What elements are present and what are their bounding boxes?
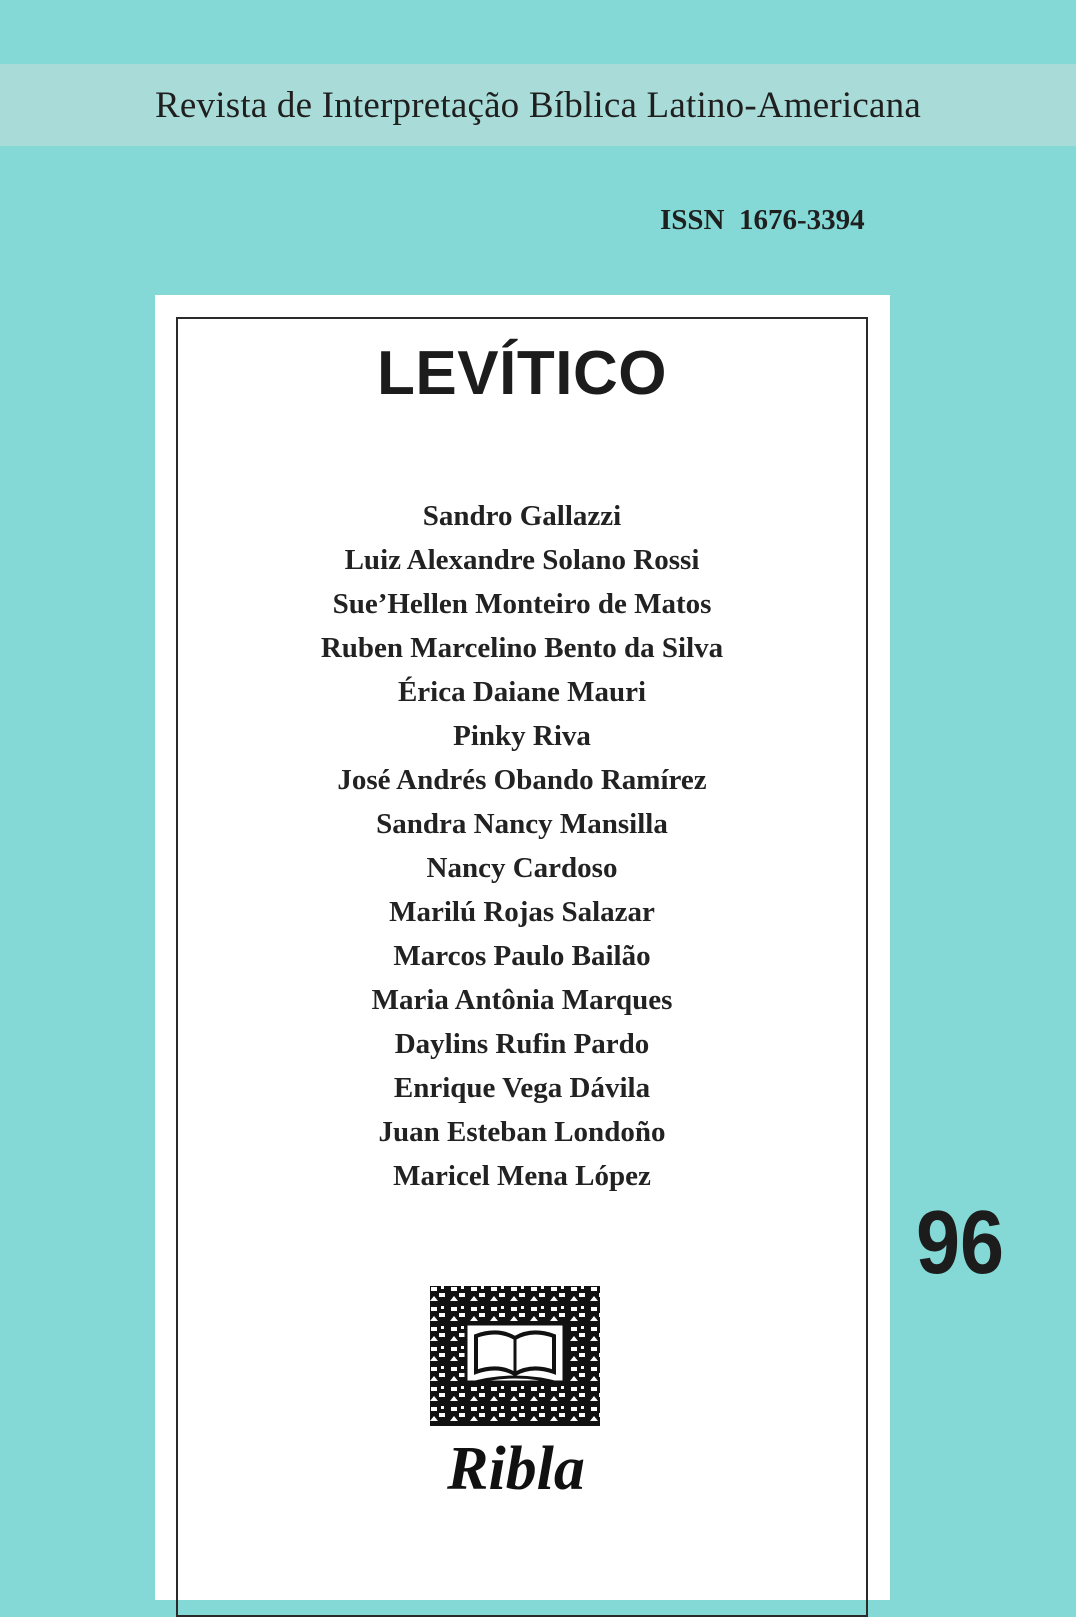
author-name: Nancy Cardoso bbox=[426, 852, 618, 884]
issn-number: ISSN 1676-3394 bbox=[660, 204, 865, 236]
author-name: Maria Antônia Marques bbox=[371, 984, 673, 1016]
author-name: Luiz Alexandre Solano Rossi bbox=[344, 544, 700, 576]
journal-title-band bbox=[0, 64, 1076, 146]
issue-number: 96 bbox=[915, 1193, 1005, 1293]
author-name: Juan Esteban Londoño bbox=[378, 1116, 666, 1148]
author-name: Sandro Gallazzi bbox=[422, 500, 622, 532]
author-name: Pinky Riva bbox=[453, 720, 591, 752]
author-name: Marcos Paulo Bailão bbox=[393, 940, 651, 972]
journal-title: Revista de Interpretação Bíblica Latino-Americana bbox=[155, 84, 921, 126]
author-name: José Andrés Obando Ramírez bbox=[337, 764, 707, 796]
author-name: Marilú Rojas Salazar bbox=[389, 896, 655, 928]
author-name: Daylins Rufin Pardo bbox=[394, 1028, 650, 1060]
author-name: Enrique Vega Dávila bbox=[393, 1072, 651, 1104]
author-name: Sandra Nancy Mansilla bbox=[376, 808, 668, 840]
logo-wordmark: Ribla bbox=[447, 1435, 585, 1503]
author-name: Sue’Hellen Monteiro de Matos bbox=[332, 588, 712, 620]
cover-title: LEVÍTICO bbox=[377, 339, 667, 408]
author-name: Ruben Marcelino Bento da Silva bbox=[320, 632, 724, 664]
ribla-logo bbox=[428, 1284, 618, 1514]
author-name: Érica Daiane Mauri bbox=[397, 676, 647, 708]
author-name: Maricel Mena López bbox=[393, 1160, 651, 1192]
author-list bbox=[176, 494, 868, 1198]
